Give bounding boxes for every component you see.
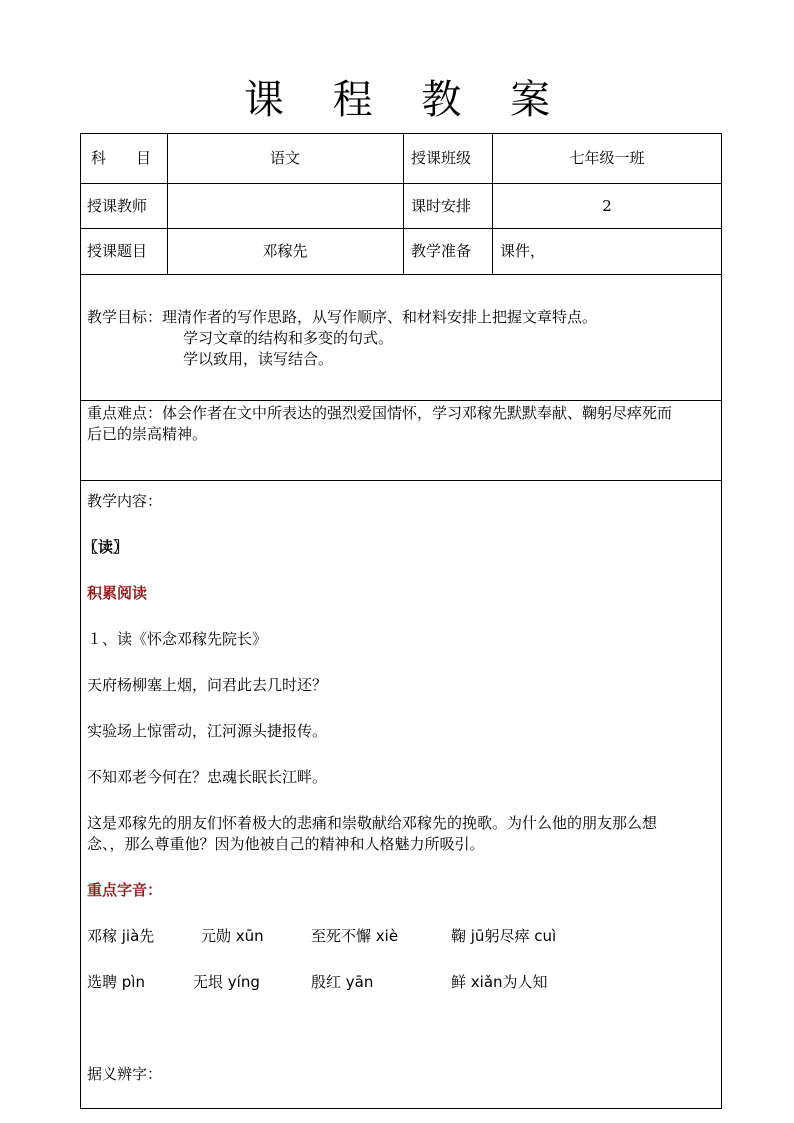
section-heading-reading: 积累阅读	[87, 584, 148, 602]
class-label: 授课班级	[411, 149, 472, 167]
subject-value: 语文	[269, 149, 300, 167]
paragraph-line: 念、，那么尊重他？因为他被自己的精神和人格魅力所吸引。	[87, 835, 485, 853]
class-value: 七年级一班	[569, 149, 645, 167]
poem-line: 不知邓老今何在？忠魂长眠长江畔。	[87, 768, 328, 786]
pronunciation-item: 无垠 yíng	[193, 973, 260, 991]
topic-value: 邓稼先	[262, 242, 308, 260]
reading-item: １、读《怀念邓稼先院长》	[87, 630, 268, 648]
objectives-line: 学以致用，读写结合。	[183, 350, 334, 368]
hours-label: 课时安排	[411, 197, 472, 215]
pronunciation-item: 鲜 xiǎn为人知	[451, 973, 548, 991]
objectives-section	[80, 274, 722, 401]
read-marker: 〖读〗	[83, 538, 129, 556]
difficulty-line: 后已的崇高精神。	[87, 425, 208, 443]
objectives-line: 教学目标：理清作者的写作思路，从写作顺序、和材料安排上把握文章特点。	[87, 308, 598, 326]
page-title: 课 程 教 案	[243, 77, 569, 123]
content-section	[80, 480, 722, 1109]
pronunciation-item: 元勋 xūn	[201, 927, 264, 945]
difficulty-line: 重点难点：体会作者在文中所表达的强烈爱国情怀，学习邓稼先默默奉献、鞠躬尽瘁死而	[87, 404, 673, 422]
poem-line: 天府杨柳塞上烟，问君此去几时还？	[87, 676, 328, 694]
table-divider	[403, 133, 404, 275]
pronunciation-item: 至死不懈 xiè	[311, 927, 399, 945]
pronunciation-item: 殷红 yān	[311, 973, 374, 991]
section-heading-discrimination: 据义辨字：	[87, 1065, 163, 1083]
pronunciation-item: 选聘 pìn	[87, 973, 145, 991]
table-divider	[80, 183, 722, 184]
pronunciation-item: 邓稼 jià先	[87, 927, 155, 945]
table-divider	[80, 228, 722, 229]
topic-label: 授课题目	[87, 242, 148, 260]
content-heading: 教学内容：	[87, 492, 163, 510]
prep-value: 课件，	[500, 242, 546, 260]
paragraph-line: 这是邓稼先的朋友们怀着极大的悲痛和崇敬献给邓稼先的挽歌。为什么他的朋友那么想	[87, 814, 658, 832]
subject-label: 科 目	[91, 149, 152, 167]
section-heading-pronunciation: 重点字音：	[87, 881, 163, 899]
prep-label: 教学准备	[411, 242, 472, 260]
poem-line: 实验场上惊雷动，江河源头捷报传。	[87, 722, 328, 740]
teacher-label: 授课教师	[87, 197, 148, 215]
hours-value: 2	[602, 197, 612, 215]
objectives-line: 学习文章的结构和多变的句式。	[183, 329, 394, 347]
pronunciation-item: 鞠 jū躬尽瘁 cuì	[451, 927, 557, 945]
